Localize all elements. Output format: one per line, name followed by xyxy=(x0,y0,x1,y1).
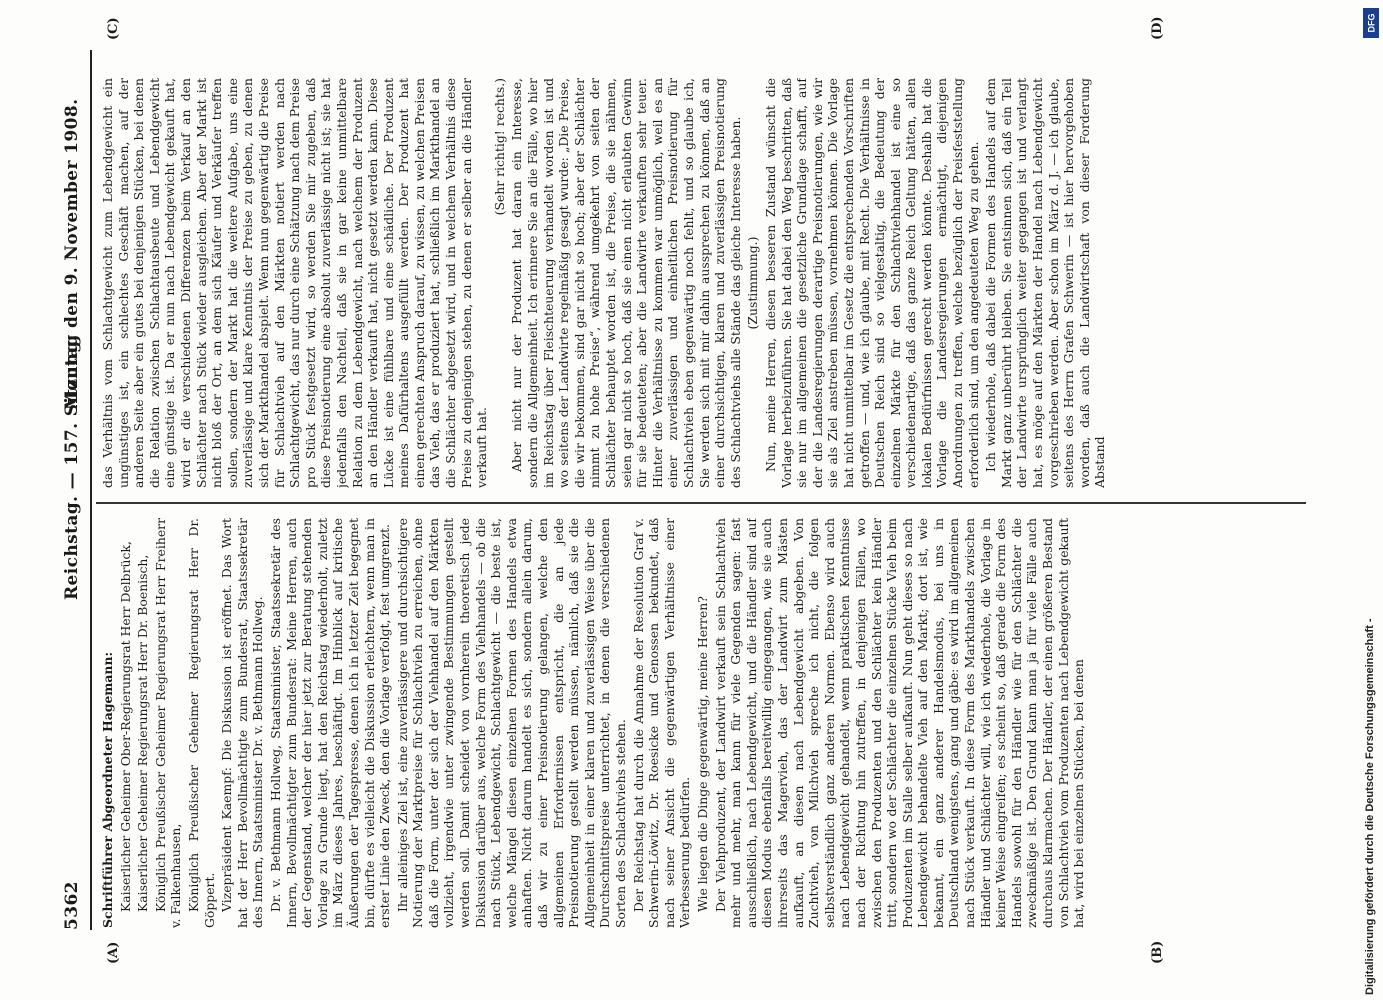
paragraph: Ihr alleiniges Ziel ist, eine zuverlässigere und durchsichtigere Notierung der Marktpreise für Schlachtvieh zu erreichen, ohne daß die Form, unter der sich der Viehhandel auf den Märkten vollzieht, irgendwie unter zwingende Bestimmungen gestellt werden soll. Damit scheidet von vornherein theoretisch jede Diskussion darüber aus, welche Form des Viehhandels — ob die nach Stück, Lebendgewicht, Schlachtgewicht — die beste ist, welche Mängel diesen einzelnen Formen des Handels etwa anhaften. Nicht darum handelt es sich, sondern allein darum, daß wir zu einer Preisnotierung gelangen, welche den allgemeinen Erfordernissen entspricht, die an jede Preisnotierung gestellt werden müssen, nämlich, daß sie die Allgemeinheit in einer klaren und zuverlässigen Weise über die Durchschnittspreise unterrichtet, in denen die verschiedenen Sorten des Schlachtviehs stehen. xyxy=(394,518,628,928)
paragraph: Aber nicht nur der Produzent hat daran ein Interesse, sondern die Allgemeinheit. Ich erinnere Sie an die Fälle, wo hier im Reichstag über Fleischteuerung verhandelt worden ist und wo seitens der Landwirte regelmäßig gesagt wurde: „Die Preise, die wir bekommen, sind gar nicht so hoch; aber der Schlächter nimmt zu hohe Preise“, während umgekehrt von seiten der Schlächter behauptet worden ist, die Preise, die sie nähmen, seien gar nicht so hoch, daß sie einen nicht erlaubten Gewinn für sie bedeuteten; aber die Landwirte verkauften sehr teuer. Hinter die Verhältnisse zu kommen war unmöglich, weil es an einer zuverlässigen und einheitlichen Preisnotierung für Schlachtvieh eben gegenwärtig noch fehlt, und so glaube ich, Sie werden sich mit mir dahin aussprechen zu können, daß an einer durchsichtigen, klaren und zuverlässigen Preisnotierung des Schlachtviehs alle Stände das gleiche Interesse haben. xyxy=(509,78,743,488)
credit-text: Digitalisierung gefördert durch die Deutsche Forschungsgemeinschaft - xyxy=(1364,618,1376,995)
paragraph: Königlich Preußischer Geheimer Regierungsrat Herr Freiherr v. Falkenhausen, xyxy=(152,518,184,928)
header-rule xyxy=(90,50,92,930)
digitization-credit xyxy=(1322,0,1382,1000)
page-header xyxy=(60,50,88,930)
margin-marker-c: (C) xyxy=(106,17,121,40)
paragraph: Nun, meine Herren, diesen besseren Zustand wünscht die Vorlage herbeizuführen. Sie hat dabei den Weg beschritten, daß sie nur im allgemeinen die gesetzliche Grundlage schafft, auf der die Landesregierungen derartige Preisnotierungen, wie wir sie als Ziel anstreben müssen, vornehmen können. Die Vorlage hat nicht unmittelbar im Gesetz die entsprechenden Vorschriften getroffen — und, wie ich glaube, mit Recht. Die Verhältnisse in Deutschen Reich sind so vielgestaltig, die Bedeutung der einzelnen Märkte für den Schlachtviehhandel ist eine so verschiedenartige, daß das ganze Reich Geltung hätten, allen lokalen Bedürfnissen gerecht werden könnte. Deshalb hat die Vorlage die Landesregierungen ermächtigt, diejenigen Anordnungen zu treffen, welche bezüglich der Preisfeststellung erforderlich sind, um den angedeuteten Weg zu gehen. xyxy=(762,78,981,488)
right-text-column xyxy=(100,78,1290,488)
paragraph: Königlich Preußischer Geheimer Regierungsrat Herr Dr. Göppert. xyxy=(185,518,217,928)
paragraph: Vizepräsident Kaempf: Die Diskussion ist eröffnet. Das Wort hat der Herr Bevollmächtigte zum Bundesrat, Staatssekretär des Innern, Staatsminister Dr. v. Bethmann Hollweg. xyxy=(219,518,266,928)
interjection: (Zustimmung.) xyxy=(745,236,761,330)
paragraph: Kaiserlicher Geheimer Ober-Regierungsrat Herr Delbrück, xyxy=(117,541,133,912)
paragraph: Der Reichstag hat durch die Annahme der Resolution Graf v. Schwerin-Löwitz, Dr. Roesicke und Genossen bekundet, daß nach seiner Ansicht die gegenwärtigen Verhältnisse einer Verbesserung bedürfen. xyxy=(630,518,693,928)
margin-marker-b: (B) xyxy=(1150,940,1165,964)
dfg-logo: DFG xyxy=(1363,8,1379,38)
paragraph: Kaiserlicher Geheimer Regierungsrat Herr Dr. Boenisch, xyxy=(135,554,151,912)
margin-marker-d: (D) xyxy=(1150,16,1165,40)
column-divider xyxy=(96,502,1306,504)
paragraph: Dr. v. Bethmann Hollweg, Staatsminister, Staatssekretär des Innern, Bevollmächtigter zum Bundesrat: Meine Herren, auch der Gegenstand, welcher der hier jetzt zur Beratung stehenden Vorlage zu Grunde liegt, hat den Reichstag wiederholt, zuletzt im März dieses Jahres, beschäftigt. Im Hinblick auf kritische Äußerungen der Tagespresse, denen ich in letzter Zeit begegnet bin, dürfte es vielleicht die Diskussion erleichtern, wenn man in erster Linie den Zweck, den die Vorlage verfolgt, fest umgrenzt. xyxy=(267,518,393,928)
paragraph: das Verhältnis vom Schlachtgewicht zum Lebendgewicht ein ungünstiges ist, ein schlechtes Geschäft machen, auf der anderen Seite aber ein gutes bei denjenigen Stücken, bei denen die Relation zwischen Schlachtausbeute und Lebendgewicht eine günstige ist. Da er nun nach Lebendgewicht gekauft hat, wird er die verschiedenen Differenzen beim Verkauf an den Schlächter nach Stück wieder ausgleichen. Aber der Markt ist nicht bloß der Ort, an dem sich Käufer und Verkäufer treffen sollen, sondern der Markt hat die weitere Aufgabe, uns eine zuverlässige und klare Kenntnis der Preise zu geben, zu denen sich der Markthandel abspielt. Wenn nun gegenwärtig die Preise für Schlachtvieh auf den Märkten notiert werden nach Schlachtgewicht, das nur durch eine Schätzung nach dem Preise pro Stück festgesetzt wird, so werden Sie mir zugeben, daß diese Preisnotierung eine absolut zuverlässige nicht ist; sie hat jedenfalls den Nachteil, daß sie in gar keine unmittelbare Relation zu dem Lebendgewicht, nach welchem der Produzent an den Händler verkauft hat, nicht gesetzt werden kann. Diese Lücke ist eine fühlbare und eine schädliche. Der Produzent meines Dafürhaltens ausgefüllt werden. Der Produzent hat einen gerechten Anspruch darauf, zu wissen, zu welchen Preisen das Vieh, das er produziert hat, schließlich im Markthandel an die Schlächter abgesetzt wird, und in welchem Verhältnis diese Preise zu denjenigen stehen, zu denen er selber an die Händler verkauft hat. xyxy=(100,78,490,488)
session-title: Reichstag. — 157. Sitzung. xyxy=(62,334,82,600)
page-number: 5362 xyxy=(62,881,82,930)
margin-marker-a: (A) xyxy=(106,941,121,964)
interjection: (Sehr richtig! rechts.) xyxy=(491,78,507,216)
session-date: Montag den 9. November 1908. xyxy=(62,98,82,410)
paragraph: Schriftführer Abgeordneter Hagemann: xyxy=(100,651,115,928)
paragraph: Wie liegen die Dinge gegenwärtig, meine Herren? xyxy=(694,596,710,912)
paragraph: Der Viehproduzent, der Landwirt verkauft sein Schlachtvieh mehr und mehr, man kann für viele Gegenden sagen: fast ausschließlich, nach Lebendgewicht, und die Händler sind auf diesen Modus ebenfalls bereitwillig eingegangen, wie sie auch ihrerseits das Magervieh, das der Landwirt zum Mästen aufkauft, an diesen nach Lebendgewicht abgeben. Von Zuchtvieh, von Milchvieh spreche ich nicht, die folgen selbstverständlich ganz anderen Normen. Ebenso wird auch nach Lebendgewicht gehandelt, wenn praktischen Kenntnisse nach der Richtung hin zutreffen, in denjenigen Fällen, wo zwischen den Produzenten und den Schlächter kein Händler tritt, sondern wo der Schlächter die einzelnen Stücke Vieh beim Produzenten im Stalle selber aufkauft. Nun geht dieses so nach Lebendgewicht behandelte Vieh auf den Markt; dort ist, wie bekannt, ein ganz anderer Handelsmodus, bei uns in Deutschland wenigstens, gang und gäbe: es wird im allgemeinen nach Stück verkauft. In diese Form des Markthandels zwischen Händler und Schlächter will, wie ich wiederhole, die Vorlage in keiner Weise eingreifen; es scheint so, daß gerade die Form des Handels sowohl für den Händler wie für den Schlächter die zweckmäßige ist. Den Grund kann man ja für viele Fälle auch durchaus klarmachen. Der Händler, der einen größeren Bestand von Schlachtvieh vom Produzenten nach Lebendgewicht gekauft hat, wird bei einzelnen Stücken, bei denen xyxy=(712,518,1087,928)
left-text-column xyxy=(100,518,1290,928)
paragraph: Ich wiederhole, daß dabei die Formen des Handels auf dem Markt ganz unberührt bleiben. Sie entsinnen sich, daß ein Teil der Landwirte ursprünglich weiter gegangen ist und verlangt hat, es möge auf den Märkten der Handel nach Lebendgewicht vorgeschrieben werden. Aber schon im März d. J. — ich glaube, seitens des Herrn Grafen Schwerin — ist hier hervorgehoben worden, daß auch die Landwirtschaft von dieser Forderung Abstand xyxy=(983,78,1108,488)
